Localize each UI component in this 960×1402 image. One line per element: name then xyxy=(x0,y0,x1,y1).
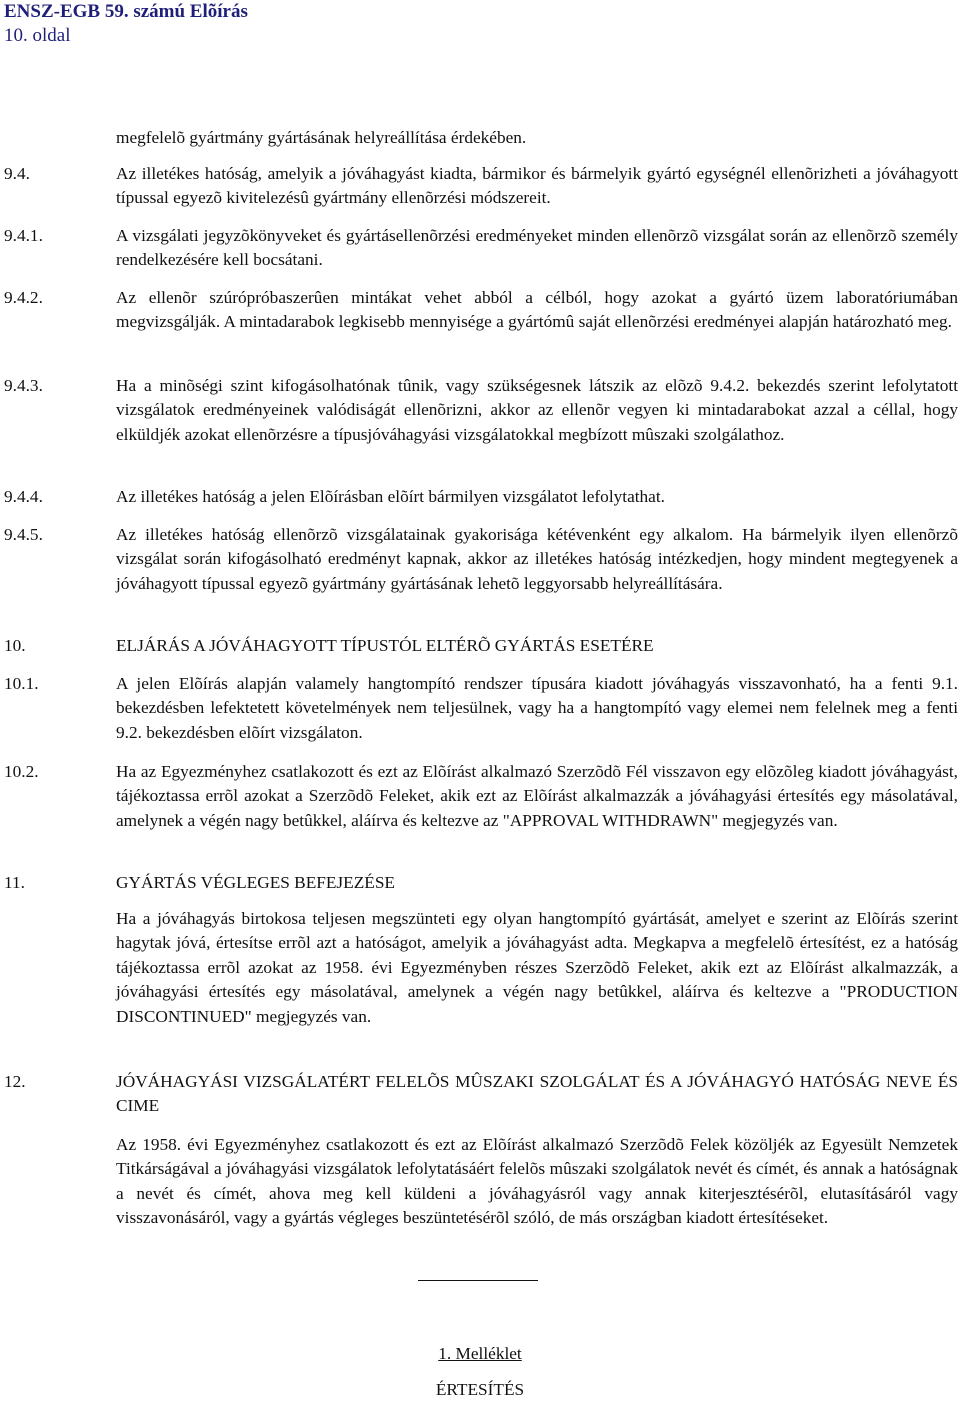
page-number: 10. oldal xyxy=(4,25,71,46)
paragraph-9-4 xyxy=(0,162,960,214)
section-number: 11. xyxy=(4,873,25,892)
paragraph-text: Az illetékes hatóság, amelyik a jóváhagyást kiadta, bármikor és bármelyik gyártó egységnél ellenõrizheti a jóváhagyott típussal egyezõ kivitelezésû gyártmány ellenõrzési módszereit. xyxy=(116,164,958,208)
page-header xyxy=(4,0,248,48)
paragraph-text: Ha a jóváhagyás birtokosa teljesen megszünteti egy olyan hangtompító gyártását, amelyet e szerint az Elõírás szerint hagytak jóvá, értesítse errõl azt a hatóságot, amelyik a jóváhagyást adta. Megkapva a megfelelõ értesítést, ez a hatóság tájékoztassa errõl azokat az 1958. évi Egyezményben részes Szerzõdõ Feleket, akik ezt az Elõírást alkalmazzák, a jóváhagyási értesítés egy másolatával, amelynek a végén nagy betûkkel, aláírva és keltezve a "PRODUCTION DISCONTINUED" megjegyzés van. xyxy=(116,909,958,1026)
paragraph-9-4-3 xyxy=(0,374,960,474)
paragraph-text: Az 1958. évi Egyezményhez csatlakozott és ezt az Elõírást alkalmazó Szerzõdõ Felek közöljék az Egyesült Nemzetek Titkárságával a jóváhagyási vizsgálatok lefolytatásáért felelõs mûszaki szolgálatok nevét és címét, és annak a hatóságnak a nevét és címét, ahova meg kell küldeni a jóváhagyásról vagy annak kiterjesztésérõl, elutasításáról vagy visszavonásáról, vagy a gyártás végleges beszüntetésérõl szóló, de más országban kiadott értesítéseket. xyxy=(116,1135,958,1228)
paragraph-text: A jelen Elõírás alapján valamely hangtompító rendszer típusára kiadott jóváhagyás visszavonható, ha a fenti 9.1. bekezdésben lefektetett követelmények nem teljesülnek, vagy ha a hangtompító vagy elemei nem felelnek meg a fenti 9.2. bekezdésben elõírt vizsgálaton. xyxy=(116,674,958,742)
paragraph-9-4-5 xyxy=(0,523,960,623)
paragraph-10-2 xyxy=(0,760,960,860)
annex-number xyxy=(0,1344,960,1364)
paragraph-10-1 xyxy=(0,672,960,748)
section-heading-12 xyxy=(0,1070,960,1122)
paragraph-9-4-2 xyxy=(0,286,960,362)
section-title: JÓVÁHAGYÁSI VIZSGÁLATÉRT FELELÕS MÛSZAKI SZOLGÁLAT ÉS A JÓVÁHAGYÓ HATÓSÁG NEVE ÉS CIME xyxy=(116,1072,958,1116)
section-number: 12. xyxy=(4,1072,26,1091)
paragraph-11-body xyxy=(0,907,960,1057)
section-heading-10 xyxy=(0,634,960,660)
paragraph-number: 10.2. xyxy=(4,762,39,781)
paragraph-text: megfelelõ gyártmány gyártásának helyreállítása érdekében. xyxy=(116,128,527,147)
paragraph-number: 9.4. xyxy=(4,164,30,183)
paragraph-9-4-4 xyxy=(0,485,960,511)
paragraph-text: Ha a minõségi szint kifogásolhatónak tûnik, vagy szükségesnek látszik az elõzõ 9.4.2. bekezdés szerint lefolytatott vizsgálatok eredményeinek valódiságát ellenõrizni, akkor az ellenõr vegyen ki mintadarabokat azzal a céllal, hogy elküldjék azokat ellenõrzésre a típusjóváhagyási vizsgálatokkal megbízott mûszaki szolgálathoz. xyxy=(116,376,958,444)
paragraph-number: 10.1. xyxy=(4,674,39,693)
paragraph-number: 9.4.1. xyxy=(4,226,43,245)
separator-line xyxy=(418,1280,538,1281)
paragraph-number: 9.4.2. xyxy=(4,288,43,307)
paragraph-text: Az illetékes hatóság a jelen Elõírásban elõírt bármilyen vizsgálatot lefolytathat. xyxy=(116,487,665,506)
section-title: GYÁRTÁS VÉGLEGES BEFEJEZÉSE xyxy=(116,873,395,892)
paragraph-text: Az ellenõr szúrópróbaszerûen mintákat vehet abból a célból, hogy azokat a gyártó üzem laboratóriumában megvizsgálják. A mintadarabok legkisebb mennyisége a gyártómû saját ellenõrzési eredményei alapján határozható meg. xyxy=(116,288,958,332)
annex-number-text: 1. Melléklet xyxy=(438,1344,522,1363)
paragraph-continuation xyxy=(0,126,960,152)
paragraph-text: Ha az Egyezményhez csatlakozott és ezt az Elõírást alkalmazó Szerzõdõ Fél visszavon egy elõzõleg kiadott jóváhagyást, tájékoztassa errõl azokat a Szerzõdõ Feleket, akik ezt az Elõírást alkalmazzák a jóváhagyási értesítés egy másolatával, amelynek a végén nagy betûkkel, aláírva és keltezve az "APPROVAL WITHDRAWN" megjegyzés van. xyxy=(116,762,958,830)
paragraph-text: A vizsgálati jegyzõkönyveket és gyártásellenõrzési eredményeket minden ellenõrzõ vizsgálat során az ellenõrzõ személy rendelkezésére kell bocsátani. xyxy=(116,226,958,270)
document-title: ENSZ-EGB 59. számú Elõírás xyxy=(4,1,248,22)
section-title: ELJÁRÁS A JÓVÁHAGYOTT TÍPUSTÓL ELTÉRÕ GYÁRTÁS ESETÉRE xyxy=(116,636,654,655)
section-heading-11 xyxy=(0,871,960,897)
paragraph-text: Az illetékes hatóság ellenõrzõ vizsgálatainak gyakorisága kétévenként egy alkalom. Ha bármelyik ilyen ellenõrzõ vizsgálat során kifogásolható eredményt kapnak, akkor az illetékes hatóság intézkedjen, hogy mindent megtegyenek a jóváhagyott típussal egyezõ gyártmány gyártásának lehetõ leggyorsabb helyreállítására. xyxy=(116,525,958,593)
section-number: 10. xyxy=(4,636,26,655)
paragraph-12-body xyxy=(0,1133,960,1259)
annex-title: ÉRTESÍTÉS xyxy=(435,1380,525,1399)
paragraph-number: 9.4.3. xyxy=(4,376,43,395)
paragraph-9-4-1 xyxy=(0,224,960,276)
paragraph-number: 9.4.5. xyxy=(4,525,43,544)
paragraph-number: 9.4.4. xyxy=(4,487,43,506)
